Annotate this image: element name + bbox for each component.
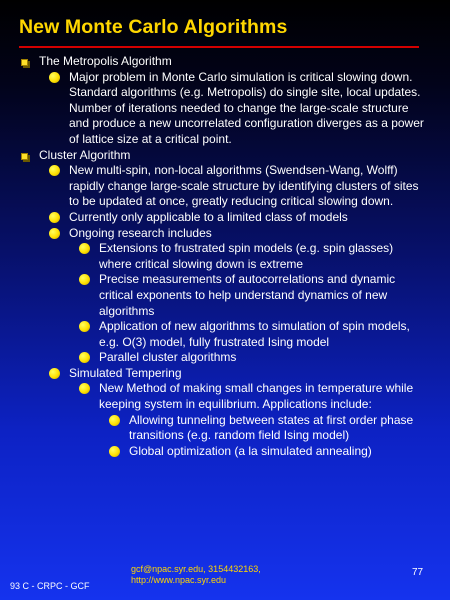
circle-bullet-icon — [49, 165, 60, 176]
circle-bullet-icon — [49, 368, 60, 379]
bullet-text: Allowing tunneling between states at first order phase transitions (e.g. random field Ising model) — [129, 412, 414, 443]
bullet-text: New multi-spin, non-local algorithms (Swendsen-Wang, Wolff) rapidly change large-scale structure by identifying clusters of sites to be updated at once, greatly reducing critical slowing down. — [69, 163, 419, 209]
bullet-text: Simulated Tempering — [69, 365, 182, 380]
circle-bullet-icon — [49, 72, 60, 83]
bullet-text: Extensions to frustrated spin models (e.g. spin glasses) where critical slowing down is extreme — [99, 241, 394, 271]
square-bullet-icon — [21, 153, 28, 160]
bullet-item — [0, 350, 424, 366]
circle-bullet-icon — [79, 383, 90, 394]
footer-contact-email[interactable]: gcf@npac.syr.edu, 3154432163, — [131, 564, 261, 574]
bullet-item — [0, 148, 439, 164]
circle-bullet-icon — [79, 243, 90, 254]
bullet-text: The Metropolis Algorithm — [39, 54, 172, 68]
bullet-item — [0, 70, 429, 148]
title-divider — [19, 46, 419, 48]
bullet-text: Precise measurements of autocorrelations and dynamic critical exponents to help understand dynamics of new algorithms — [99, 272, 396, 318]
bullet-item — [0, 226, 429, 242]
circle-bullet-icon — [109, 415, 120, 426]
bullet-text: Global optimization (a la simulated annealing) — [129, 443, 372, 458]
circle-bullet-icon — [49, 212, 60, 223]
bullet-item — [0, 413, 424, 444]
footer-contact — [131, 564, 261, 586]
circle-bullet-icon — [79, 274, 90, 285]
circle-bullet-icon — [79, 321, 90, 332]
bullet-item — [0, 366, 429, 382]
bullet-item — [0, 381, 424, 412]
bullet-item — [0, 210, 429, 226]
bullet-text: Application of new algorithms to simulation of spin models, e.g. O(3) model, fully frustrated Ising model — [99, 319, 410, 349]
bullet-item — [0, 444, 424, 460]
bullet-text: Ongoing research includes — [69, 225, 212, 240]
circle-bullet-icon — [49, 228, 60, 239]
bullet-item — [0, 319, 424, 350]
slide-title: New Monte Carlo Algorithms — [19, 16, 288, 38]
bullet-item — [0, 163, 429, 210]
bullet-text: Major problem in Monte Carlo simulation is critical slowing down. Standard algorithms (e.g. Metropolis) do single site, local updates. Number of iterations needed to change the large-scale structure and produce a new uncorrelated configuration diverges as a power of lattice size at a critical point. — [69, 69, 424, 146]
bullet-item — [0, 241, 424, 272]
footer-contact-url[interactable]: http://www.npac.syr.edu — [131, 575, 227, 585]
bullet-text: Parallel cluster algorithms — [99, 350, 237, 365]
bullet-text: Currently only applicable to a limited class of models — [69, 209, 348, 224]
circle-bullet-icon — [79, 352, 90, 363]
bullet-text: New Method of making small changes in temperature while keeping system in equilibrium. Applications include: — [99, 381, 414, 412]
circle-bullet-icon — [109, 446, 120, 457]
bullet-item — [0, 272, 424, 319]
slide-content — [0, 54, 450, 459]
page-number: 77 — [412, 567, 424, 578]
footer-course-label: 93 C - CRPC - GCF — [10, 581, 90, 591]
bullet-item — [0, 54, 439, 70]
square-bullet-icon — [21, 59, 28, 66]
bullet-text: Cluster Algorithm — [39, 147, 131, 162]
